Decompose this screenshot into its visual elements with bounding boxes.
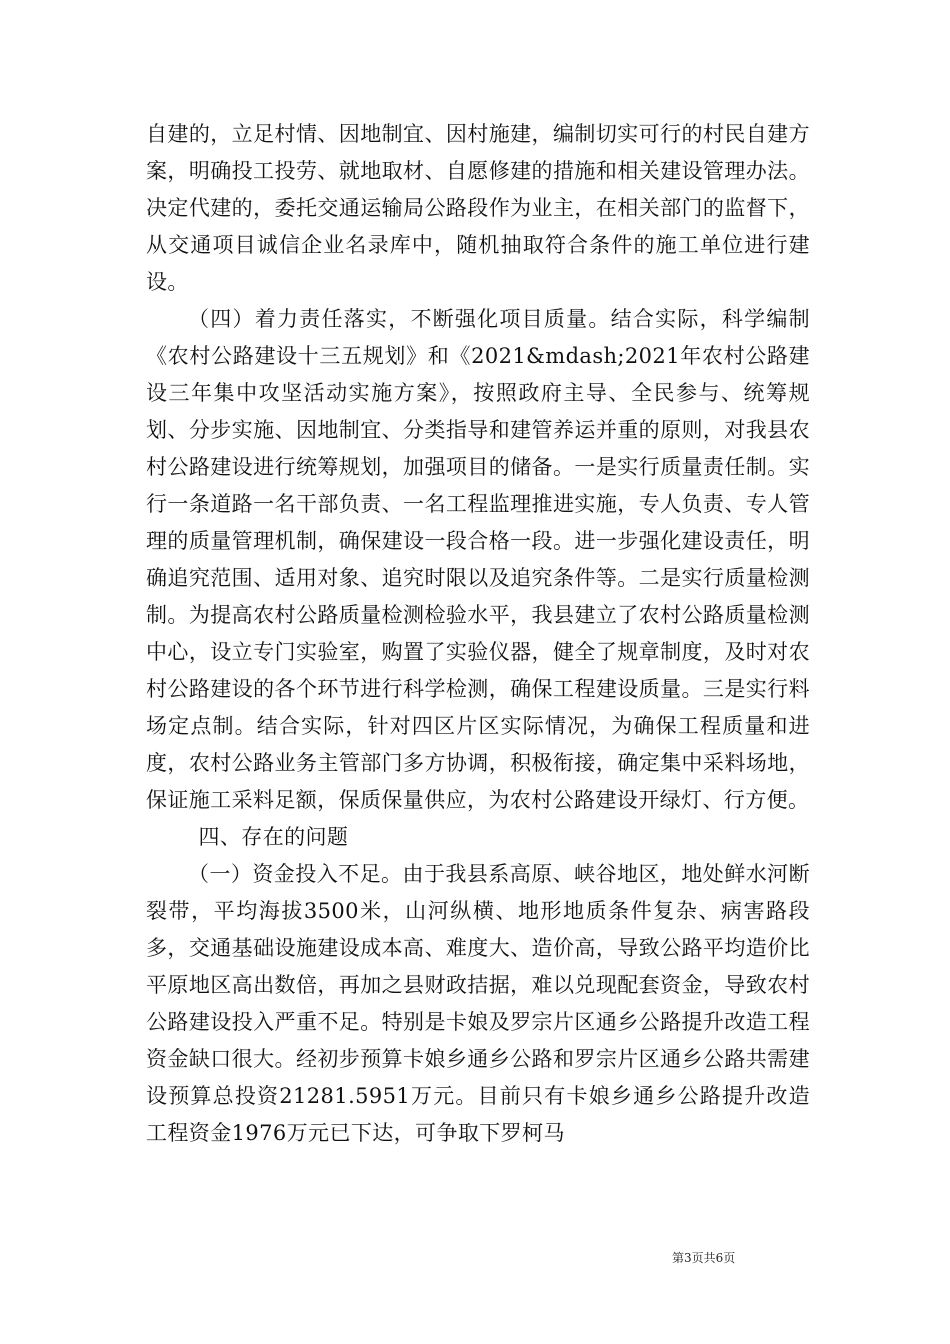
paragraph-funding-shortage: （一）资金投入不足。由于我县系高原、峡谷地区，地处鲜水河断裂带，平均海拔3500米，山河纵横、地形地质条件复杂、病害路段多，交通基础设施建设成本高、难度大、造价高，导致公路平均造价比平原地区高出数倍，再加之县财政拮据，难以兑现配套资金，导致农村公路建设投入严重不足。特别是卡娘及罗宗片区通乡公路提升改造工程资金缺口很大。经初步预算卡娘乡通乡公路和罗宗片区通乡公路共需建设预算总投资21281.5951万元。目前只有卡娘乡通乡公路提升改造工程资金1976万元已下达，可争取下罗柯马 bbox=[146, 862, 810, 1145]
document-body bbox=[146, 116, 810, 1152]
section-heading-problems: 四、存在的问题 bbox=[198, 825, 349, 849]
paragraph-self-build: 自建的，立足村情、因地制宜、因村施建，编制切实可行的村民自建方案，明确投工投劳、就地取材、自愿修建的措施和相关建设管理办法。决定代建的，委托交通运输局公路段作为业主，在相关部门的监督下，从交通项目诚信企业名录库中，随机抽取符合条件的施工单位进行建设。 bbox=[146, 122, 810, 294]
page-number: 第3页共6页 bbox=[672, 1251, 736, 1265]
paragraph-quality-responsibility: （四）着力责任落实，不断强化项目质量。结合实际，科学编制《农村公路建设十三五规划》和《2021&mdash;2021年农村公路建设三年集中攻坚活动实施方案》，按照政府主导、全民参与、统筹规划、分步实施、因地制宜、分类指导和建管养运并重的原则，对我县农村公路建设进行统筹规划，加强项目的储备。一是实行质量责任制。实行一条道路一名干部负责、一名工程监理推进实施，专人负责、专人管理的质量管理机制，确保建设一段合格一段。进一步强化建设责任，明确追究范围、适用对象、追究时限以及追究条件等。二是实行质量检测制。为提高农村公路质量检测检验水平，我县建立了农村公路质量检测中心，设立专门实验室，购置了实验仪器，健全了规章制度，及时对农村公路建设的各个环节进行科学检测，确保工程建设质量。三是实行料场定点制。结合实际，针对四区片区实际情况，为确保工程质量和进度，农村公路业务主管部门多方协调，积极衔接，确定集中采料场地，保证施工采料足额，保质保量供应，为农村公路建设开绿灯、行方便。 bbox=[146, 307, 810, 812]
